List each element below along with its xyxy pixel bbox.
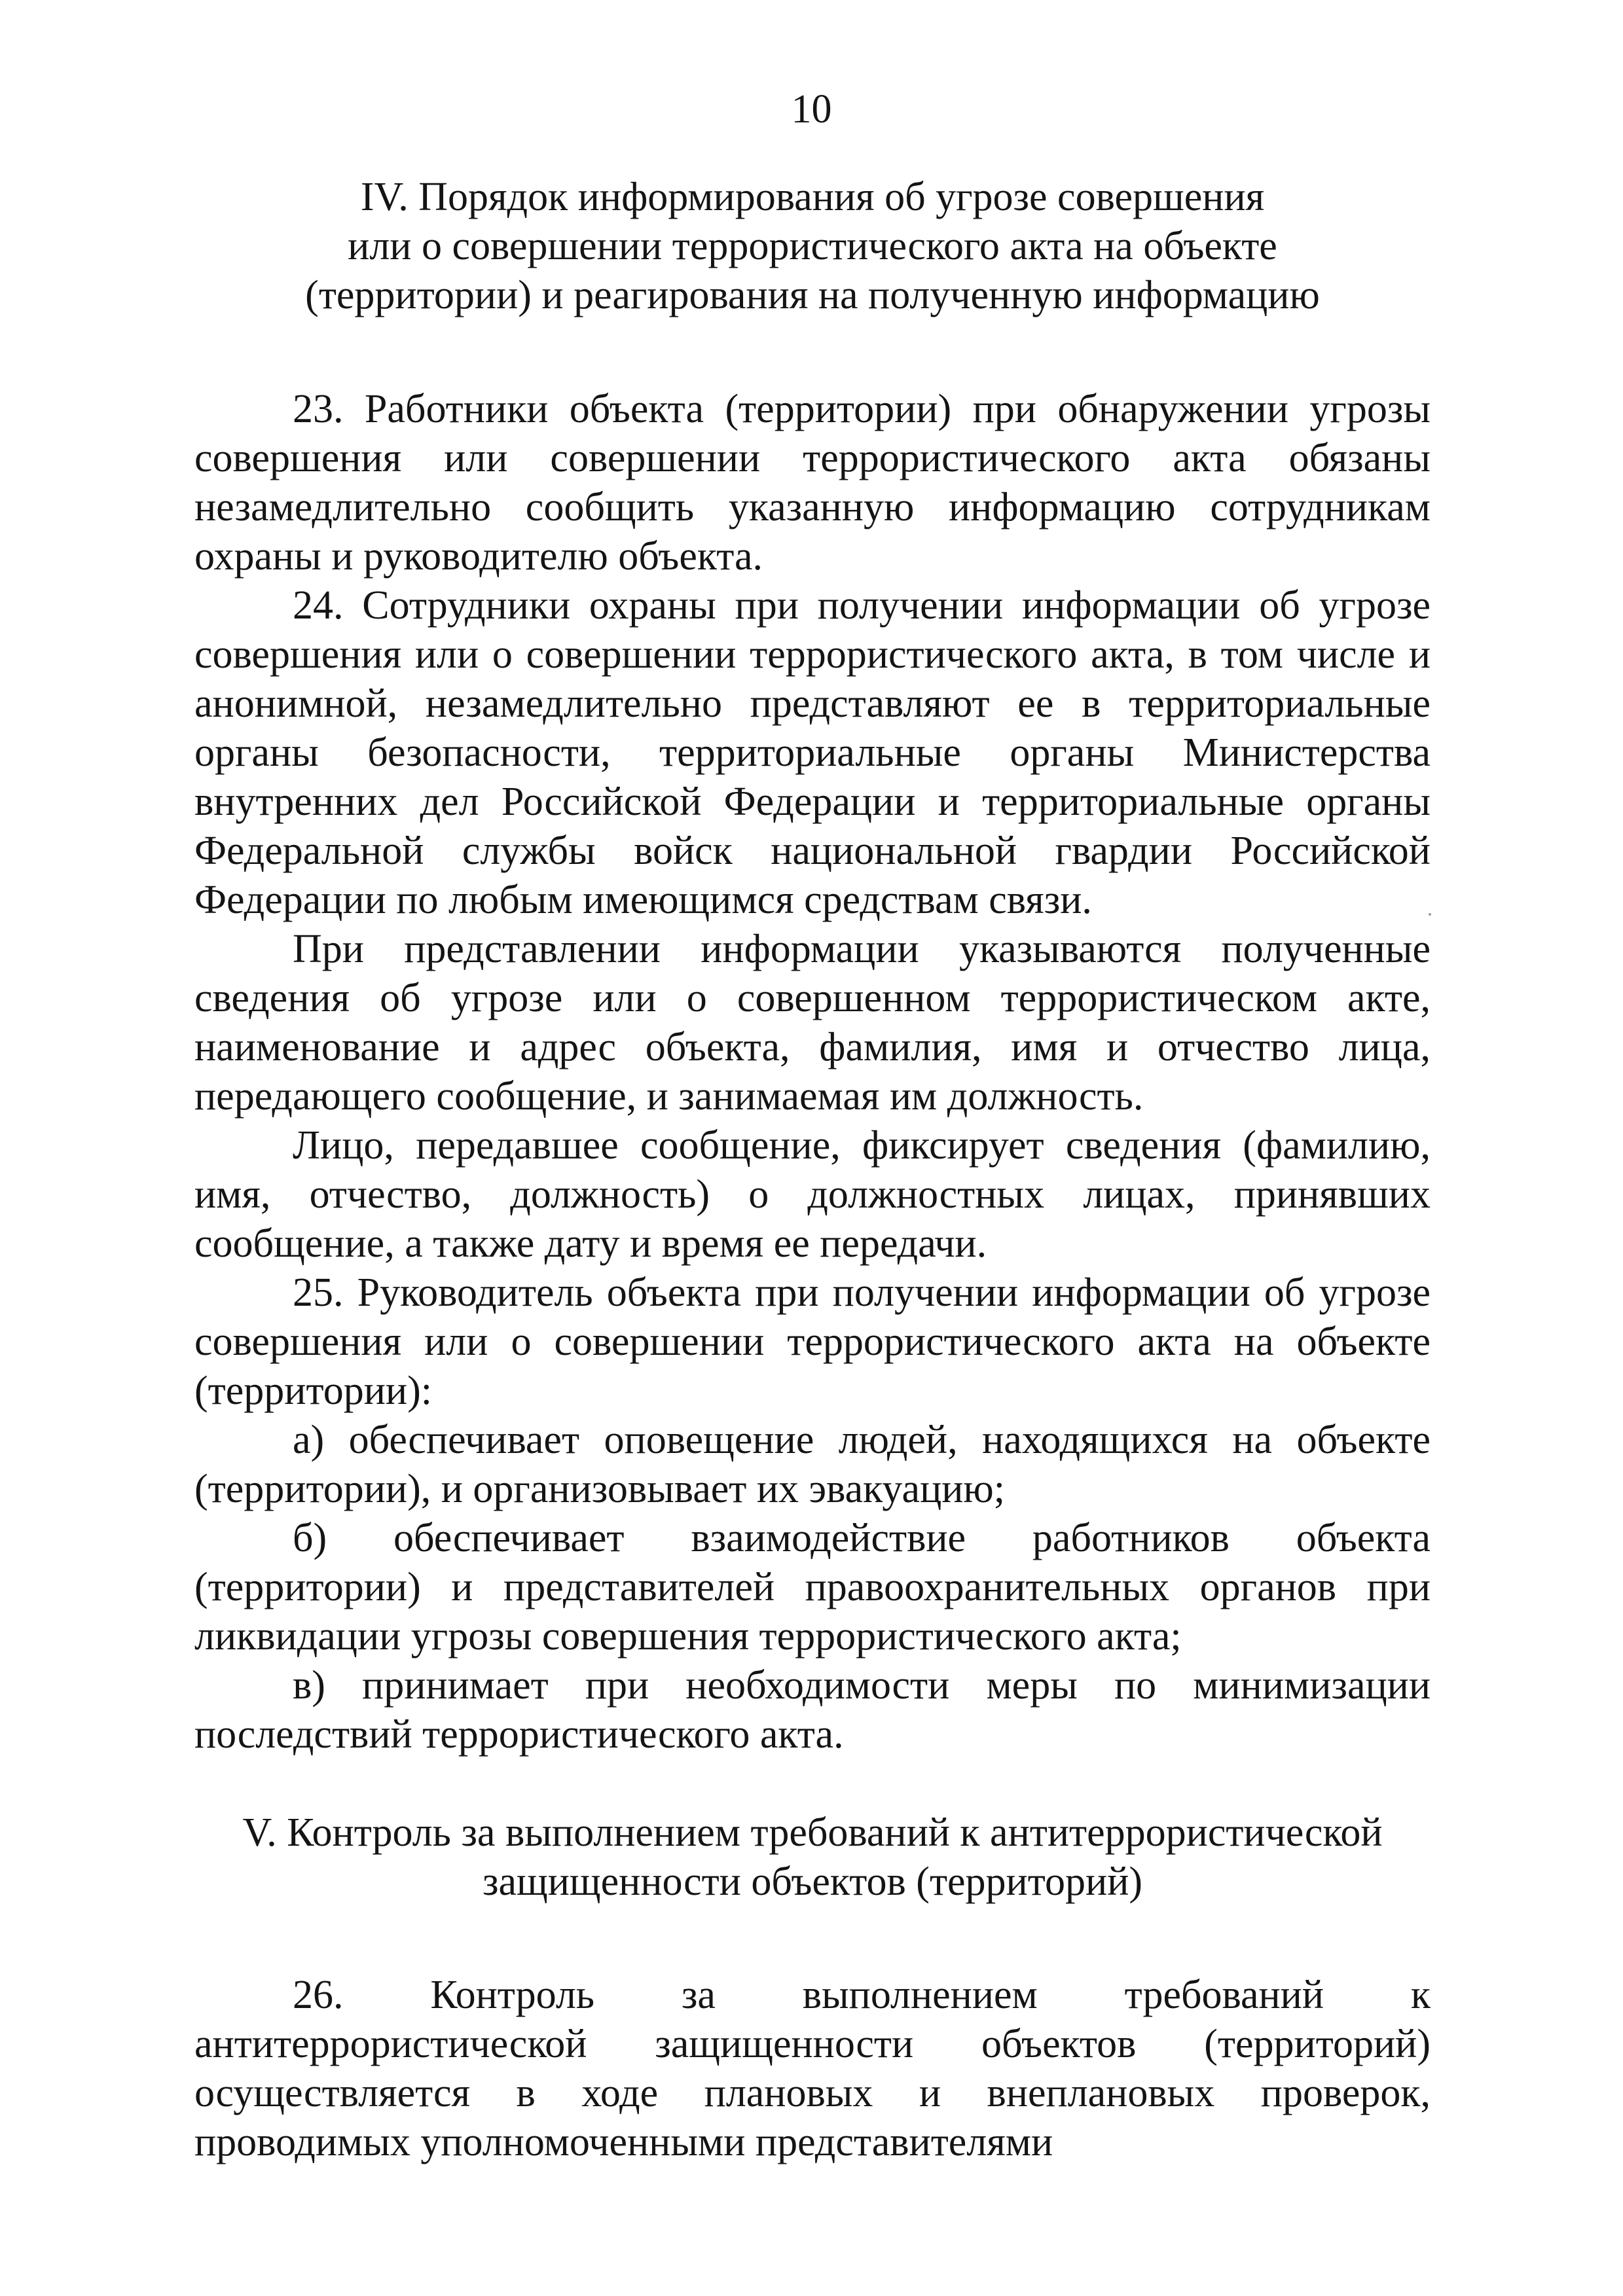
section-4-heading-line-3: (территории) и реагирования на полученную информацию <box>305 273 1320 317</box>
paragraph-26: 26. Контроль за выполнением требований к антитеррористической защищенности объектов (территорий) осуществляется в ходе плановых и внеплановых проверок, проводимых уполномоченными представителями <box>194 1973 1431 2164</box>
section-4-heading <box>194 173 1431 320</box>
section-5-heading-line-2: защищенности объектов (территорий) <box>482 1859 1143 1904</box>
paragraph-24-info-content: При представлении информации указываются полученные сведения об угрозе или о совершенном террористическом акте, наименование и адрес объекта, фамилия, имя и отчество лица, передающего сообщение, и занимаемая им должность. <box>194 927 1431 1119</box>
spacer <box>194 1907 1431 1971</box>
paragraph-25-item-b: б) обеспечивает взаимодействие работников объекта (территории) и представителей правоохранительных органов при ликвидации угрозы совершения террористического акта; <box>194 1516 1431 1659</box>
section-5-heading <box>194 1808 1431 1907</box>
spacer <box>194 1759 1431 1808</box>
paragraph-24: 24. Сотрудники охраны при получении информации об угрозе совершения или о совершении террористического акта, в том числе и анонимной, незамедлительно представляют ее в территориальные органы безопасности, территориальные органы Министерства внутренних дел Российской Федерации и территориальные органы Федеральной службы войск национальной гвардии Российской Федерации по любым имеющимся средствам связи. <box>194 583 1431 922</box>
paragraph-23: 23. Работники объекта (территории) при обнаружении угрозы совершения или совершении террористического акта обязаны незамедлительно сообщить указанную информацию сотрудникам охраны и руководителю объекта. <box>194 387 1431 579</box>
document-body <box>194 173 1431 2167</box>
scan-speck <box>1429 913 1431 916</box>
section-5-heading-line-1: V. Контроль за выполнением требований к антитеррористической <box>242 1810 1383 1855</box>
paragraph-25-item-c: в) принимает при необходимости меры по минимизации последствий террористического акта. <box>194 1663 1431 1757</box>
paragraph-25: 25. Руководитель объекта при получении информации об угрозе совершения или о совершении террористического акта на объекте (территории): <box>194 1270 1431 1413</box>
paragraph-25-item-a: а) обеспечивает оповещение людей, находящихся на объекте (территории), и организовывает их эвакуацию; <box>194 1418 1431 1511</box>
section-4-heading-line-1: IV. Порядок информирования об угрозе совершения <box>360 175 1265 219</box>
paragraph-24-sender-record: Лицо, передавшее сообщение, фиксирует сведения (фамилию, имя, отчество, должность) о должностных лицах, принявших сообщение, а также дату и время ее передачи. <box>194 1123 1431 1266</box>
page-number: 10 <box>791 87 832 132</box>
section-4-heading-line-2: или о совершении террористического акта на объекте <box>348 224 1277 268</box>
spacer <box>194 320 1431 385</box>
